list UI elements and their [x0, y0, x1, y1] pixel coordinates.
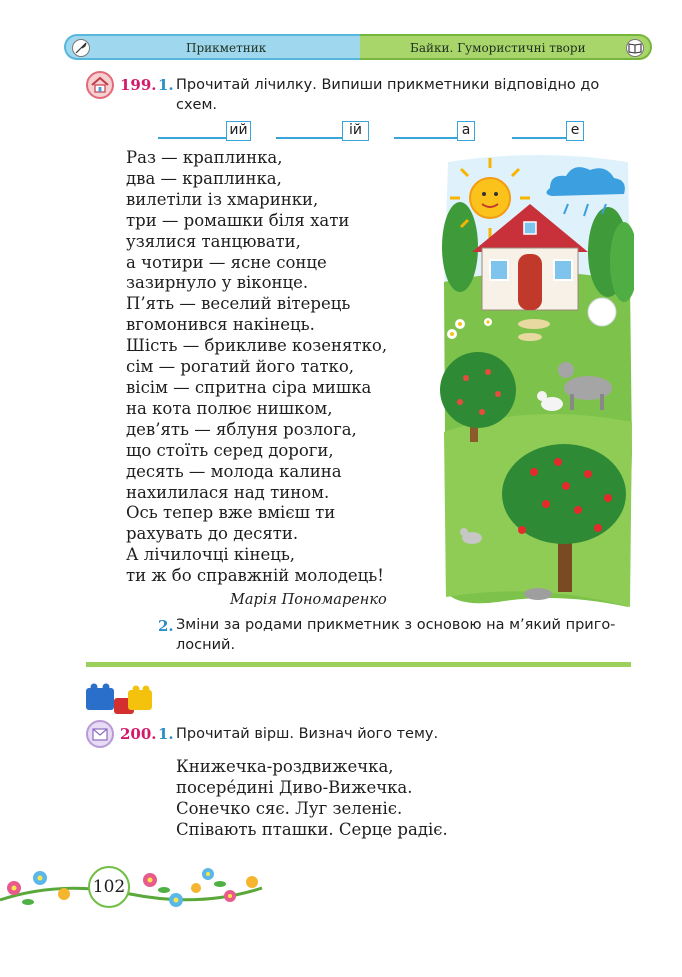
scheme-ending-box: а	[457, 121, 475, 141]
task-199-instruction-line2: схем.	[176, 97, 218, 113]
poem-line: Шість — брикливе козенятко,	[126, 336, 388, 356]
poem-line: вилетіли із хмаринки,	[126, 189, 319, 209]
poem-line: три — ромашки біля хати	[126, 210, 350, 230]
header-section-title: Байки. Гумористичні твори	[410, 41, 586, 55]
poem-line: десять — молода калина	[126, 461, 342, 481]
task-199-sub2-line1: Зміни за родами прикметник з основою на м’який приго-	[176, 617, 616, 633]
poem-line: Раз — краплинка,	[126, 148, 283, 167]
scheme-ending-4	[512, 121, 584, 141]
task-199-instruction	[176, 75, 646, 115]
task-199-number: 199.	[120, 76, 157, 94]
scheme-ending-box: е	[566, 121, 584, 141]
poem-line: П’ять — веселий вітерець	[126, 294, 351, 314]
task-200-instruction: Прочитай вірш. Визнач його тему.	[176, 726, 439, 742]
task-199-sub2-line2: лосний.	[176, 637, 236, 653]
poem-line: вісім — спритна сіра мишка	[126, 377, 372, 397]
open-book-icon	[626, 39, 644, 57]
poem-line: посере́дині Диво-Вижечка.	[176, 778, 413, 797]
task-199-sub2-instruction	[176, 615, 636, 655]
page-number: 102	[88, 866, 130, 908]
poem-line: два — краплинка,	[126, 168, 282, 188]
poem-line: на кота полює нишком,	[126, 398, 333, 418]
poem-line: нахилилася над тином.	[126, 482, 330, 502]
poem-line: рахувать до десяти.	[126, 524, 299, 544]
scheme-ending-3	[394, 121, 476, 141]
poem-line: ти ж бо справжній молодець!	[126, 566, 384, 586]
book-poem	[176, 756, 448, 840]
scheme-ending-1	[158, 121, 251, 141]
scheme-ending-box: ій	[342, 121, 369, 141]
poem-author: Марія Пономаренко	[230, 592, 387, 608]
poem-line: що стоїть серед дороги,	[126, 440, 334, 460]
poem-line: Книжечка-роздвижечка,	[176, 757, 394, 776]
task-200-number: 200.	[120, 725, 157, 743]
toy-blocks-icon	[84, 680, 156, 724]
poem-line: Ось тепер вже вмієш ти	[126, 503, 336, 523]
poem-line: вгомонився накінець.	[126, 315, 315, 335]
poem-line: зазирнуло у віконце.	[126, 273, 309, 293]
poem-line: сім — рогатий його татко,	[126, 357, 355, 377]
task-199-sub2-number: 2.	[158, 617, 174, 635]
poem-line: Сонечко сяє. Луг зеленіє.	[176, 799, 403, 818]
quill-icon	[72, 39, 90, 57]
flower-border-decoration	[0, 860, 270, 924]
letter-envelope-icon	[86, 720, 114, 748]
header-right-section	[360, 34, 652, 60]
header-left-section	[64, 34, 360, 60]
poem-line: Співають пташки. Серце радіє.	[176, 820, 448, 839]
section-divider	[86, 662, 631, 667]
task-199-instruction-line1: Прочитай лічилку. Випиши прикметники відповідно до	[176, 77, 600, 93]
scheme-ending-2	[276, 121, 369, 141]
header-topic: Прикметник	[186, 41, 267, 55]
poem-line: узялися танцювати,	[126, 231, 301, 251]
poem-line: дев’ять — яблуня розлога,	[126, 419, 357, 439]
poem-line: а чотири — ясне сонце	[126, 252, 327, 272]
task-200-sub1-number: 1.	[158, 725, 174, 743]
poem-line: А лічилочці кінець,	[126, 545, 296, 565]
village-illustration	[438, 152, 634, 616]
scheme-ending-box: ий	[226, 121, 251, 141]
page-header	[64, 34, 652, 60]
counting-rhyme	[126, 148, 426, 587]
house-icon	[86, 71, 114, 99]
task-199-sub1-number: 1.	[158, 76, 174, 94]
